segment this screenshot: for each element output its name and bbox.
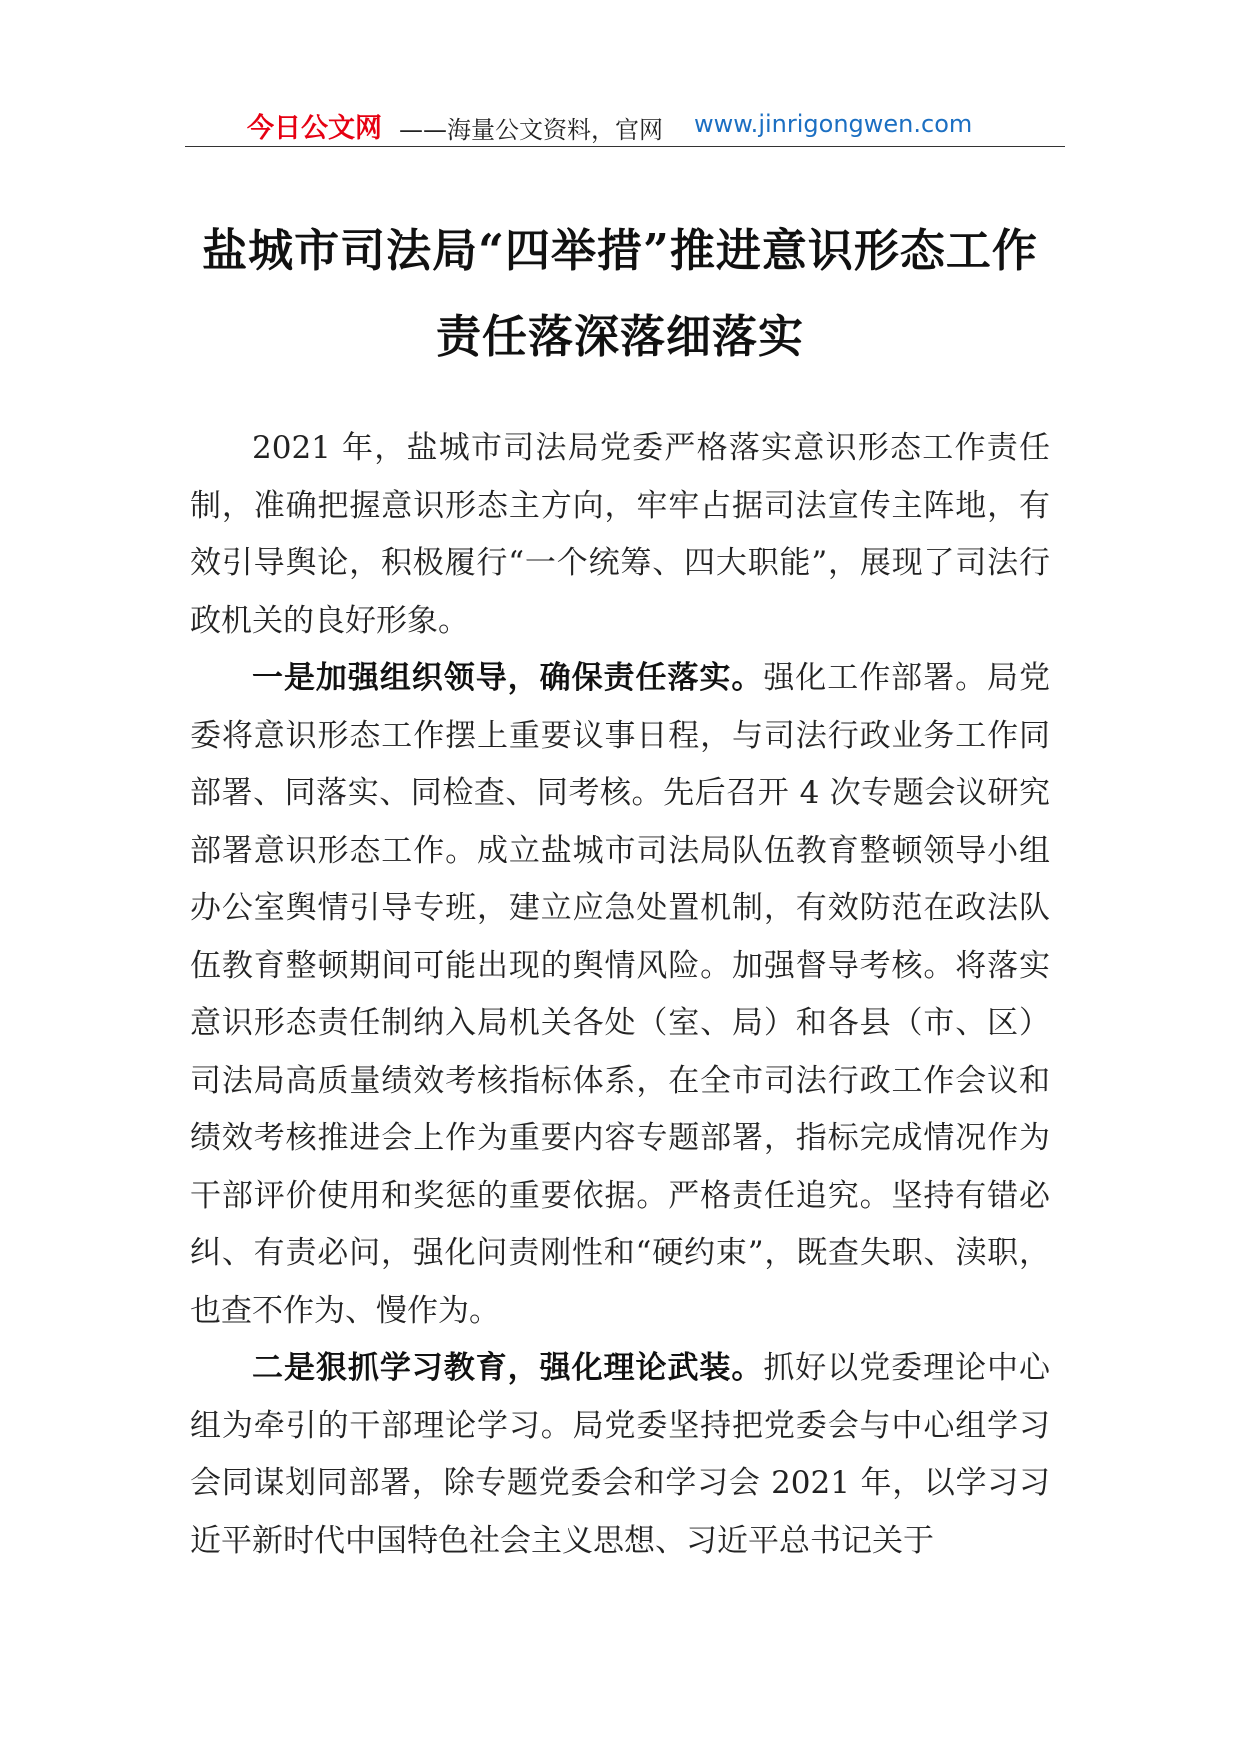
paragraph (190, 420, 1050, 650)
document-title-line-1: 盐城市司法局“四举措”推进意识形态工作 (202, 224, 1038, 277)
header-divider (185, 146, 1065, 147)
document-title-line-2: 责任落深落细落实 (435, 310, 804, 363)
paragraph-text: 抓好以党委理论中心组为牵引的干部理论学习。局党委坚持把党委会与中心组学习会同谋划同部署，除专题党委会和学习会 2021 年，以学习习近平新时代中国特色社会主义思想、习近平总书记关于 (190, 1350, 1051, 1559)
paragraph-text: 2021 年，盐城市司法局党委严格落实意识形态工作责任制，准确把握意识形态主方向，牢牢占据司法宣传主阵地，有效引导舆论，积极履行“一个统筹、四大职能”，展现了司法行政机关的良好形象。 (190, 430, 1050, 639)
paragraph-text: 强化工作部署。局党委将意识形态工作摆上重要议事日程，与司法行政业务工作同部署、同落实、同检查、同考核。先后召开 4 次专题会议研究部署意识形态工作。成立盐城市司法局队伍教育整顿领导小组办公室舆情引导专班，建立应急处置机制，有效防范在政法队伍教育整顿期间可能出现的舆情风险。加强督导考核。将落实意识形态责任制纳入局机关各处（室、局）和各县（市、区）司法局高质量绩效考核指标体系，在全市司法行政工作会议和绩效考核推进会上作为重要内容专题部署，指标完成情况作为干部评价使用和奖惩的重要依据。严格责任追究。坚持有错必纠、有责必问，强化问责刚性和“硬约束”，既查失职、渎职，也查不作为、慢作为。 (190, 660, 1051, 1329)
site-tagline: ——海量公文资料，官网 (399, 116, 663, 144)
paragraph (190, 1340, 1050, 1570)
site-brand: 今日公文网 (247, 113, 382, 144)
paragraph-lead: 二是狠抓学习教育，强化理论武装。 (252, 1350, 764, 1386)
document-body (190, 420, 1050, 1570)
paragraph (190, 650, 1050, 1340)
site-header (185, 104, 1065, 150)
paragraph-lead: 一是加强组织领导，确保责任落实。 (252, 660, 764, 696)
site-url-link[interactable]: www.jinrigongwen.com (694, 110, 973, 138)
